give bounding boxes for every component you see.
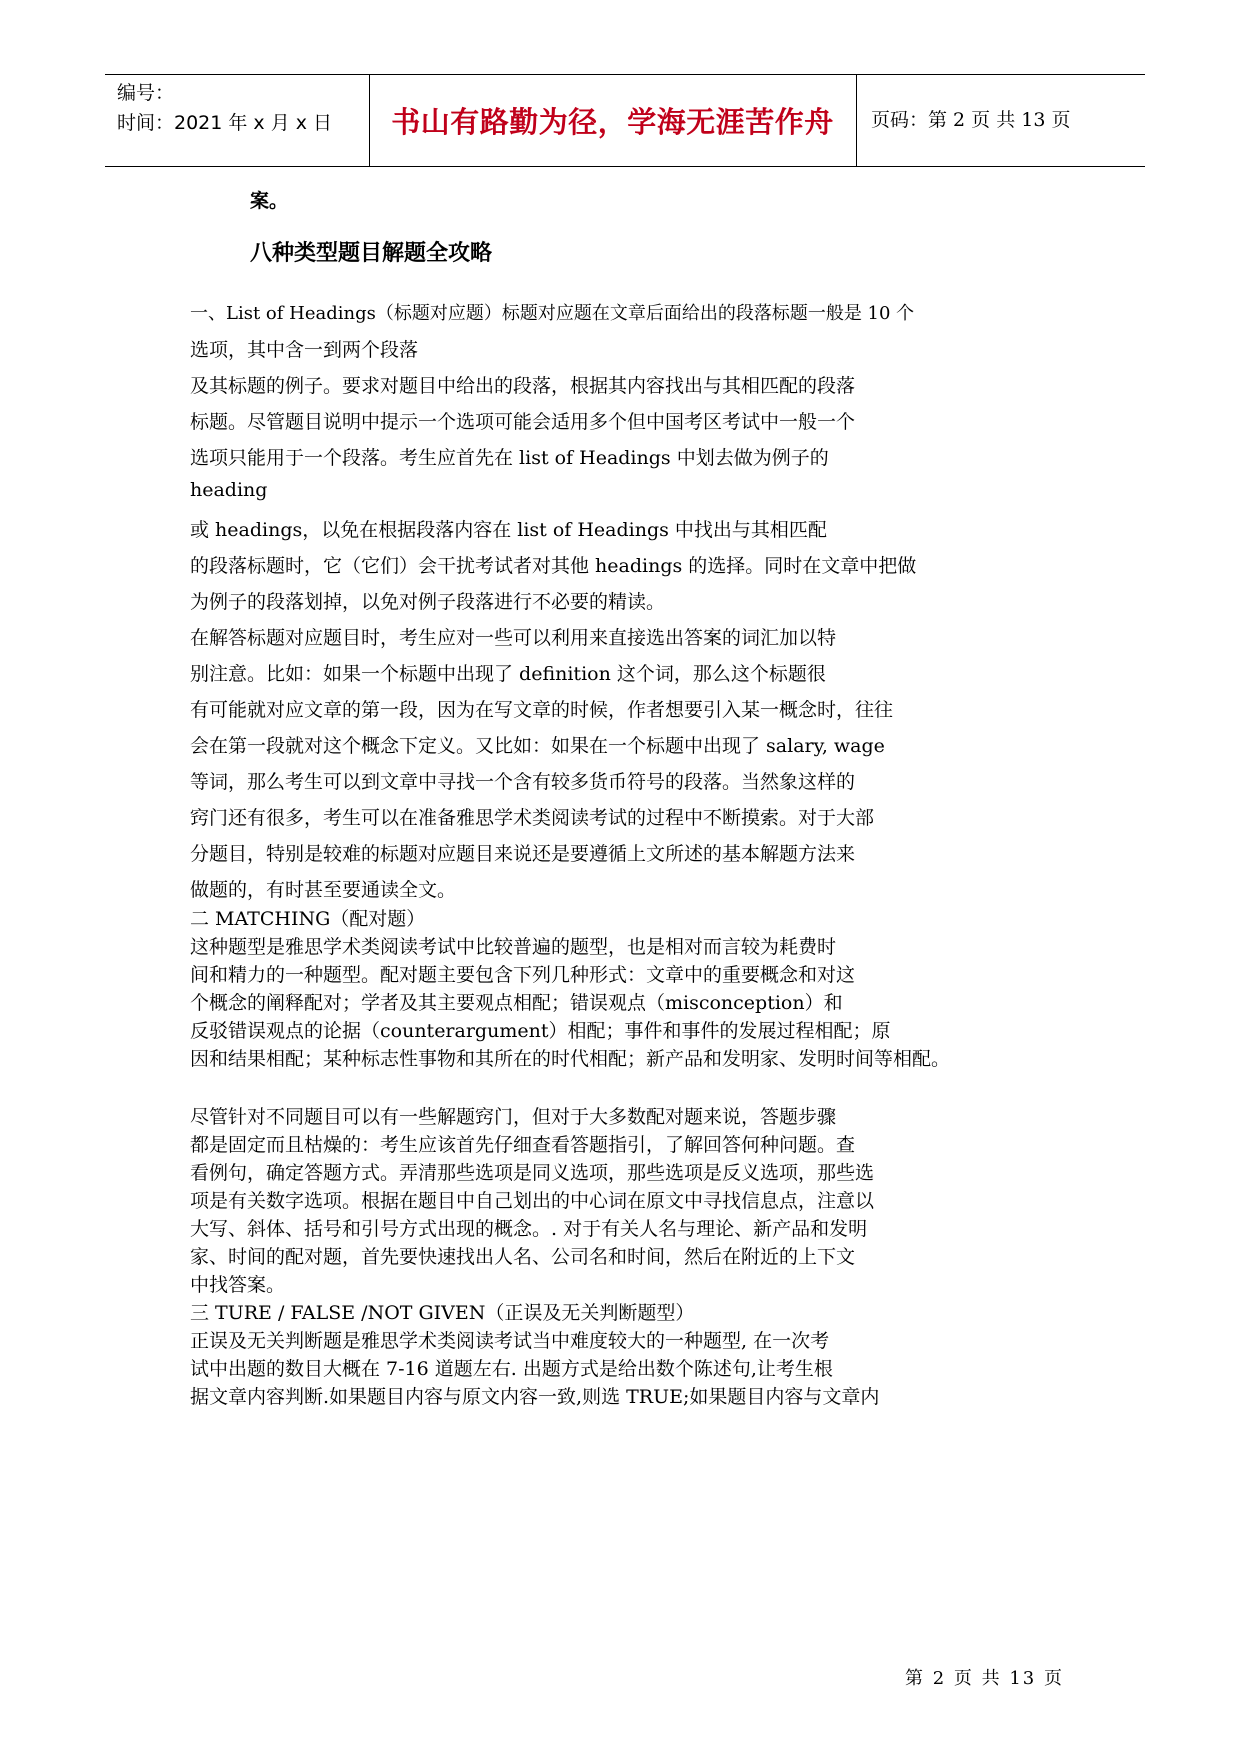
body-line: 为例子的段落划掉，以免对例子段落进行不必要的精读。 (190, 591, 666, 613)
header-meta (117, 78, 332, 138)
body-line: 这种题型是雅思学术类阅读考试中比较普遍的题型，也是相对而言较为耗费时 (190, 936, 837, 958)
body-line: 尽管针对不同题目可以有一些解题窍门，但对于大多数配对题来说，答题步骤 (190, 1106, 837, 1128)
section-heading: 八种类型题目解题全攻略 (250, 240, 493, 266)
body-line: 大写、斜体、括号和引号方式出现的概念。. 对于有关人名与理论、新产品和发明 (190, 1218, 868, 1240)
body-line: 及其标题的例子。要求对题目中给出的段落，根据其内容找出与其相匹配的段落 (190, 375, 856, 397)
body-line: 窍门还有很多，考生可以在准备雅思学术类阅读考试的过程中不断摸索。对于大部 (190, 807, 875, 829)
body-line: 别注意。比如：如果一个标题中出现了 definition 这个词，那么这个标题很 (190, 663, 826, 685)
time-label: 时间：2021 年 x 月 x 日 (117, 112, 333, 134)
body-line: 据文章内容判断.如果题目内容与原文内容一致,则选 TRUE;如果题目内容与文章内 (190, 1386, 880, 1408)
body-line: 家、时间的配对题，首先要快速找出人名、公司名和时间，然后在附近的上下文 (190, 1246, 856, 1268)
body-line: 一、List of Headings（标题对应题）标题对应题在文章后面给出的段落标题一般是 10 个 (190, 303, 915, 324)
body-line: 选项，其中含一到两个段落 (190, 339, 419, 361)
header-divider-right (856, 74, 857, 166)
body-line: 有可能就对应文章的第一段，因为在写文章的时候，作者想要引入某一概念时，往往 (190, 699, 894, 721)
page-footer: 第 2 页 共 13 页 (905, 1668, 1064, 1689)
body-line: 都是固定而且枯燥的：考生应该首先仔细查看答题指引，了解回答何种问题。查 (190, 1134, 856, 1156)
body-line: 间和精力的一种题型。配对题主要包含下列几种形式：文章中的重要概念和对这 (190, 964, 856, 986)
header-motto: 书山有路勤为径，学海无涯苦作舟 (391, 105, 834, 139)
continuation-text: 案。 (250, 190, 289, 212)
body-line: 正误及无关判断题是雅思学术类阅读考试当中难度较大的一种题型, 在一次考 (190, 1330, 830, 1352)
body-line: 或 headings，以免在根据段落内容在 list of Headings 中找出与其相匹配 (190, 519, 827, 541)
body-line: 标题。尽管题目说明中提示一个选项可能会适用多个但中国考区考试中一般一个 (190, 411, 856, 433)
body-line: 等词，那么考生可以到文章中寻找一个含有较多货币符号的段落。当然象这样的 (190, 771, 856, 793)
body-line: 的段落标题时，它（它们）会干扰考试者对其他 headings 的选择。同时在文章中把做 (190, 555, 917, 577)
body-line: 分题目，特别是较难的标题对应题目来说还是要遵循上文所述的基本解题方法来 (190, 843, 856, 865)
body-line: 反驳错误观点的论据（counterargument）相配；事件和事件的发展过程相配；原 (190, 1020, 891, 1042)
body-line: 试中出题的数目大概在 7-16 道题左右. 出题方式是给出数个陈述句,让考生根 (190, 1358, 833, 1380)
body-line: heading (190, 479, 268, 501)
body-line: 项是有关数字选项。根据在题目中自己划出的中心词在原文中寻找信息点，注意以 (190, 1190, 875, 1212)
body-line: 个概念的阐释配对；学者及其主要观点相配；错误观点（misconception）和 (190, 992, 843, 1014)
page-header (105, 74, 1145, 166)
body-line: 在解答标题对应题目时，考生应对一些可以利用来直接选出答案的词汇加以特 (190, 627, 837, 649)
header-top-rule (105, 74, 1145, 75)
body-line: 中找答案。 (190, 1274, 286, 1296)
body-line: 会在第一段就对这个概念下定义。又比如：如果在一个标题中出现了 salary, wage (190, 735, 885, 757)
number-label: 编号： (117, 82, 175, 104)
body-line: 做题的，有时甚至要通读全文。 (190, 879, 457, 901)
body-line: 选项只能用于一个段落。考生应首先在 list of Headings 中划去做为例子的 (190, 447, 829, 469)
header-page-code: 页码：第 2 页 共 13 页 (871, 109, 1071, 131)
header-bottom-rule (105, 166, 1145, 167)
subsection-heading: 二 MATCHING（配对题） (190, 908, 426, 930)
subsection-heading: 三 TURE / FALSE /NOT GIVEN（正误及无关判断题型） (190, 1302, 695, 1324)
body-line: 因和结果相配；某种标志性事物和其所在的时代相配；新产品和发明家、发明时间等相配。 (190, 1048, 951, 1070)
body-line: 看例句，确定答题方式。弄清那些选项是同义选项，那些选项是反义选项，那些选 (190, 1162, 875, 1184)
